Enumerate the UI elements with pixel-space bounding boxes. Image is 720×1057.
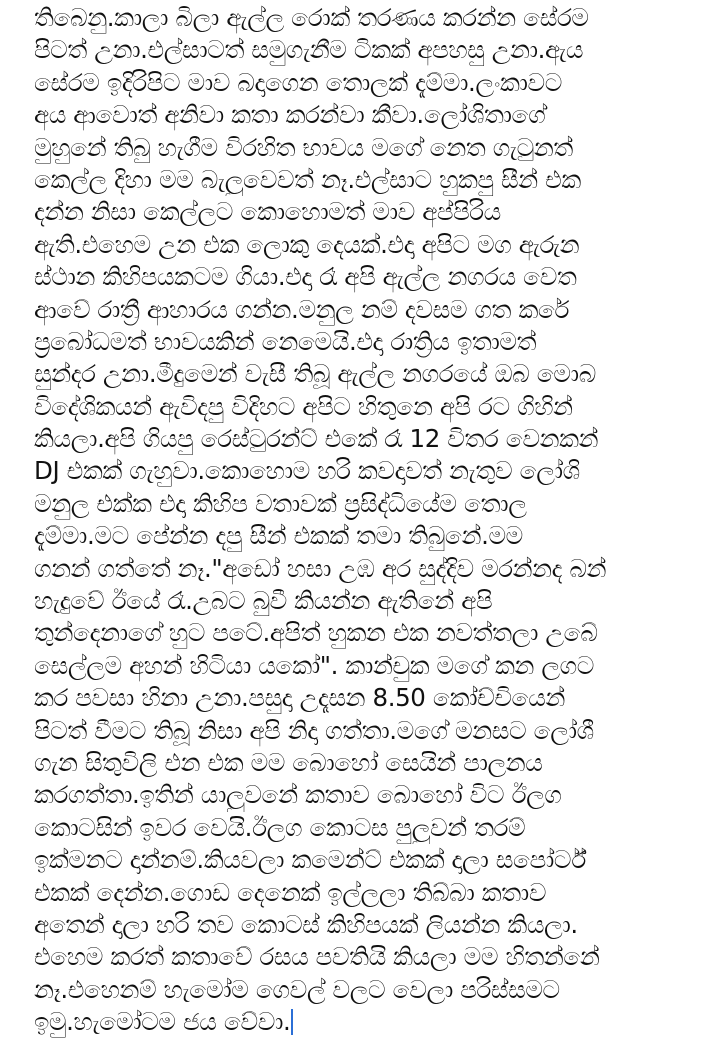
text-line: කොටසින් ඉවර වෙයි.ඊලග කොටස පුලුවන් තරම් <box>34 812 526 842</box>
text-line: ස්ථාන කිහිපයකටම ගියා.එදා රෑ අපි ඇල්ල නගරය වෙත <box>34 262 577 292</box>
text-line-last <box>34 1006 710 1038</box>
text-line: ඉක්මනට දාන්නම්.කියවලා කමෙන්ට් එකක් දාලා සපෝර්ට් <box>34 845 586 875</box>
text-line: මනුල එක්ක එදා කිහිප වතාවක් ප්‍රසිද්ධියේම තොල <box>34 488 527 518</box>
text-line: විදේශිකයන් ඇවිදපු විදිහට අපිට හිතුනෙ අපි රට ගිහින් <box>34 391 573 421</box>
text-cursor <box>291 1009 293 1035</box>
text-line: ප්‍රබෝධමත් භාවයකින් නෙමෙයි.එදා රාත්‍රිය ඉතාමත් <box>34 326 537 356</box>
text-line: එකක් දෙන්න.ගොඩ දෙනෙක් ඉල්ලලා තිබ්බා කතාව <box>34 877 547 907</box>
text-line: පිටත් උනා.එල්සාටත් සමුගැනීම ටිකක් අපහසු උනා.ඇය <box>34 35 584 65</box>
text-line: පිටත් වීමට තිබූ නිසා අපි නිදා ගත්තා.මගේ මනසට ලෝශී <box>34 715 594 745</box>
text-line: හැදුවේ ඊයේ රෑ.උබට බුවී කියන්න ඇතිනේ අපි <box>34 586 493 616</box>
text-line: එහෙම කරත් කතාවේ රසය පවතියි කියලා මම හිතන්නේ <box>34 942 600 972</box>
text-line: ගැන සිතුවිලි එන එක මම බොහෝ සෙයින් පාලනය <box>34 747 543 777</box>
text-line: ආවේ රාත්‍රී ආහාරය ගන්න.මනුල නම් දවසම ගත කරේ <box>34 294 570 324</box>
text-line: සේරම ඉදිරිපිට මාව බදාගෙන තොලක් දැම්මා.ලංකාවට <box>34 67 562 97</box>
text-line: තිබෙනු.කාලා බිලා ඇල්ල රොක් තරණය කරන්න සේරම <box>34 3 589 32</box>
text-line: තුන්දෙනාගේ හුට පටේ.අපිත් හුකන එක නවත්තලා උබේ <box>34 618 598 648</box>
text-line: සුන්දර උනා.මීදුමෙන් වැසී තිබූ ඇල්ල නගරයේ ඔබ මොබ <box>34 359 596 389</box>
text-line: කියලා.අපි ගියපු රෙස්ටුරන්ට් එකේ රෑ 12 විතර වෙනකන් <box>34 424 599 454</box>
text-line: කරගත්තා.ඉතින් යාලුවනේ කතාව බොහෝ විට ඊලග <box>34 780 562 810</box>
text-line: අතෙන් දාලා හරි තව කොටස් කිහිපයක් ලියන්න කියලා. <box>34 909 578 939</box>
story-text-body[interactable] <box>34 2 710 1039</box>
text-line: කෙල්ල දිහා මම බැලුවෙවත් නෑ.එල්සාට හුකපු සීන් එක <box>34 164 581 194</box>
text-line: නෑ.එහෙනම් හැමෝම ගෙවල් වලට වෙලා පරිස්සමට <box>34 974 560 1004</box>
text-line: ගනන් ගත්තේ නෑ."අඩෝ හසා උඹ අර සුද්දිව මරන්නද බන් <box>34 553 607 583</box>
text-line: ඇති.එහෙම උන එක ලොකු දෙයක්.එදා අපිට මග ඇරුන <box>34 229 580 259</box>
text-line: දැම්මා.මට පේන්න දපු සීන් එකක් තමා තිබුනේ.මම <box>34 521 523 551</box>
text-line: DJ එකක් ගැහුවා.කොහොම හරි කවදාවත් නැතුව ලෝශි <box>34 456 580 486</box>
text-line: සෙල්ලම අහන් හිටියා යකෝ". කාන්චුක මගේ කන ලගට <box>34 650 594 680</box>
text-line: කර පවසා හිනා උනා.පසුදා උදෑසන 8.50 කෝච්චියෙන් <box>34 683 565 713</box>
text-line: දන්න නිසා කෙල්ලට කොහොමත් මාව අප්පිරිය <box>34 197 501 227</box>
text-line: අය ආවොත් අනිවා කතා කරන්වා කීවා.ලෝශිතාගේ <box>34 100 546 130</box>
text-line: මුහුනේ තිබු හැගීම විරහිත භාවය මගේ නෙත ගැටුනත් <box>34 132 573 162</box>
text-line-last-content: ඉමු.හැමෝටම ජය වේවා. <box>34 1007 291 1037</box>
